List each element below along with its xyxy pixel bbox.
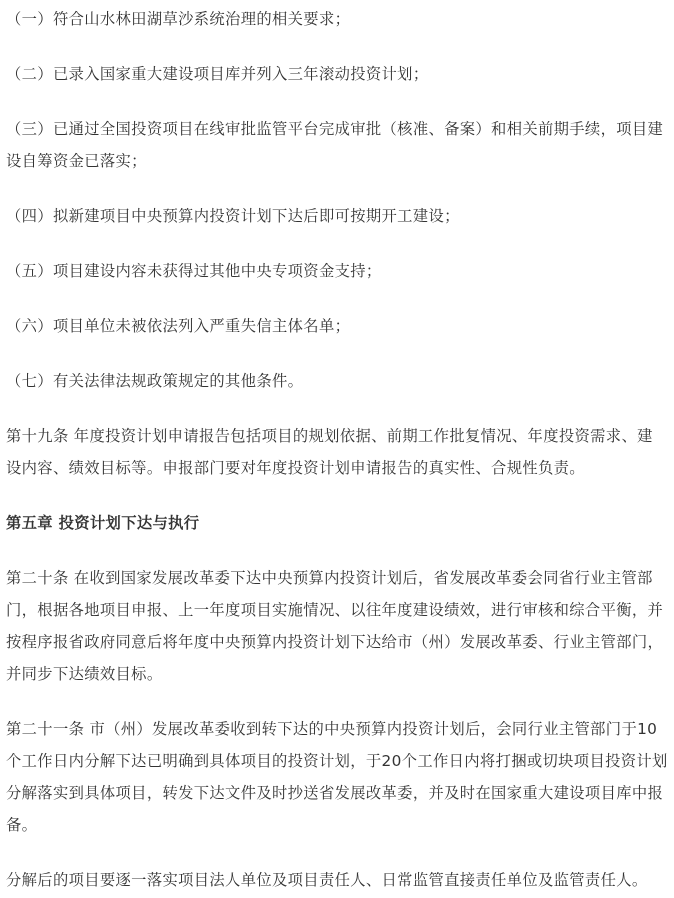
condition-item-3: （三）已通过全国投资项目在线审批监管平台完成审批（核准、备案）和相关前期手续，项目建设自筹资金已落实； (6, 120, 664, 170)
condition-item-7: （七）有关法律法规政策规定的其他条件。 (6, 372, 304, 390)
condition-item-1: （一）符合山水林田湖草沙系统治理的相关要求； (6, 10, 351, 28)
after-split-paragraph: 分解后的项目要逐一落实项目法人单位及项目责任人、日常监管直接责任单位及监管责任人。 (6, 871, 648, 889)
article-21: 第二十一条 市（州）发展改革委收到转下达的中央预算内投资计划后，会同行业主管部门于10个工作日内分解下达已明确到具体项目的投资计划，于20个工作日内将打捆或切块项目投资计划分解落实到具体项目，转发下达文件及时抄送省发展改革委，并及时在国家重大建设项目库中报备。 (6, 720, 668, 834)
condition-item-5: （五）项目建设内容未获得过其他中央专项资金支持； (6, 262, 382, 280)
condition-item-4: （四）拟新建项目中央预算内投资计划下达后即可按期开工建设； (6, 207, 460, 225)
condition-item-2: （二）已录入国家重大建设项目库并列入三年滚动投资计划； (6, 65, 429, 83)
article-19: 第十九条 年度投资计划申请报告包括项目的规划依据、前期工作批复情况、年度投资需求、建设内容、绩效目标等。申报部门要对年度投资计划申请报告的真实性、合规性负责。 (6, 427, 653, 477)
article-20: 第二十条 在收到国家发展改革委下达中央预算内投资计划后，省发展改革委会同省行业主管部门，根据各地项目申报、上一年度项目实施情况、以往年度建设绩效，进行审核和综合平衡，并按程序报省政府同意后将年度中央预算内投资计划下达给市（州）发展改革委、行业主管部门，并同步下达绩效目标。 (6, 569, 664, 683)
chapter-5-title: 第五章 投资计划下达与执行 (6, 514, 200, 532)
condition-item-6: （六）项目单位未被依法列入严重失信主体名单； (6, 317, 351, 335)
